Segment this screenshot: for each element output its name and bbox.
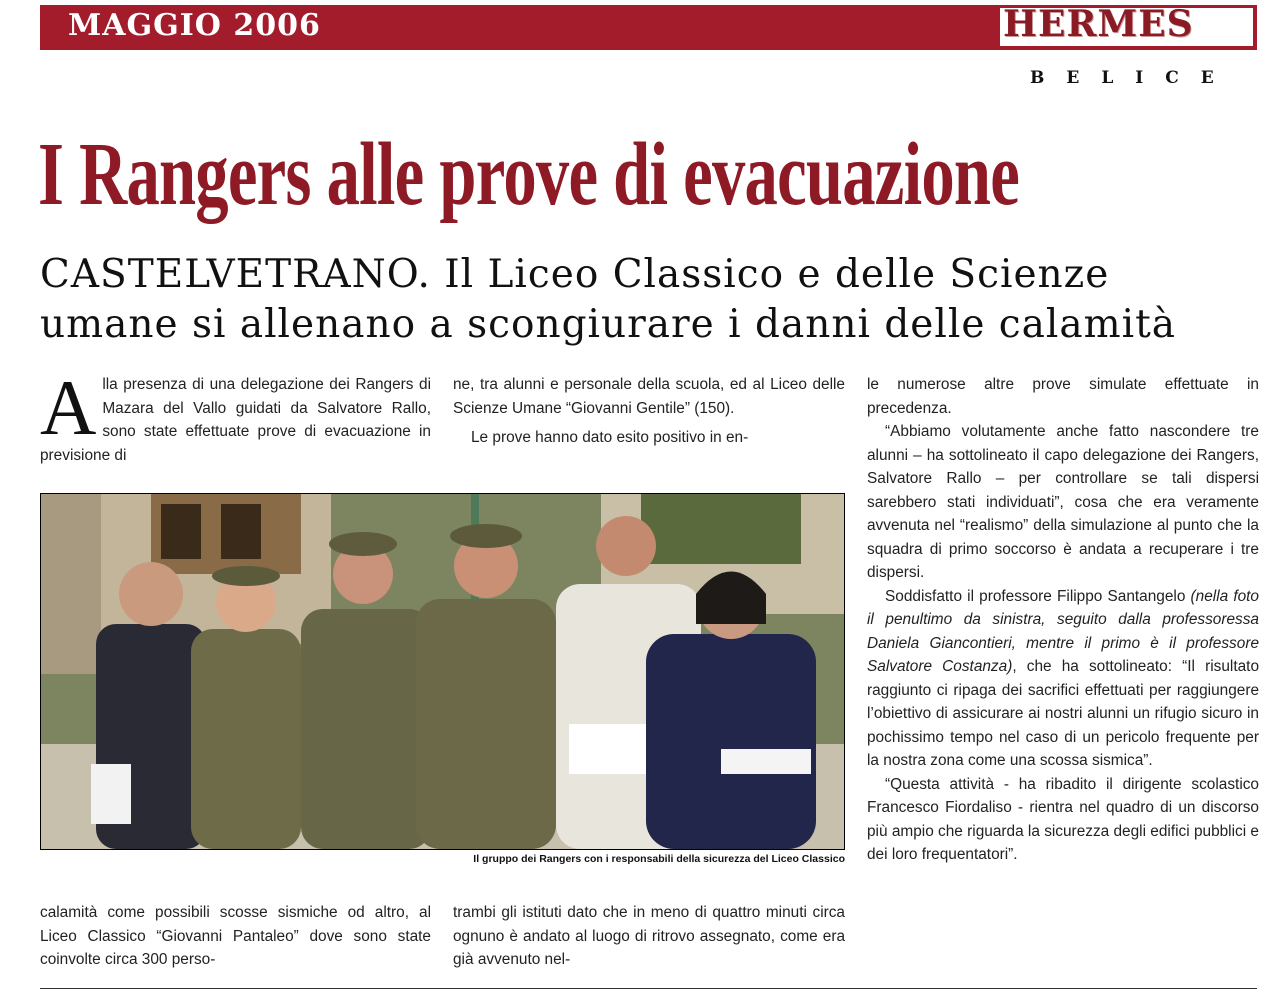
column-1-top	[40, 364, 431, 467]
article-subtitle	[40, 250, 1258, 350]
column-3-paragraph-2: “Abbiamo volutamente anche fatto nascondere tre alunni – ha sottolineato il capo delegazione dei Rangers, Salvatore Rallo – per controllare se tali dispersi sarebbero stati individuati”, cosa che era veramente avvenuta nel “realismo” della simulazione al punto che la squadra di primo soccorso è andata a recuperare i tre dispersi.	[867, 423, 1259, 581]
article-title: I Rangers alle prove di evacuazione	[38, 125, 1020, 224]
column-2-top-paragraph-2: Le prove hanno dato esito positivo in en-	[471, 429, 749, 446]
column-2-top-paragraph-1: ne, tra alunni e personale della scuola, ed al Liceo delle Scienze Umane “Giovanni Gentile” (150).	[453, 376, 845, 417]
group-photo	[40, 493, 845, 850]
column-3-paragraph-3	[867, 585, 1259, 773]
issue-date: MAGGIO 2006	[68, 8, 321, 43]
column-2-bottom	[453, 901, 845, 972]
brand-logo: HERMES	[1003, 3, 1194, 45]
column-3-paragraph-4: “Questa attività - ha ribadito il dirigente scolastico Francesco Fiordaliso - rientra nel quadro di un discorso più ampio che riguarda la sicurezza degli edifici pubblici e dei loro frequentatori”.	[867, 775, 1259, 863]
column-2-bottom-text: trambi gli istituti dato che in meno di quattro minuti circa ognuno è andato al luogo di ritrovo assegnato, come era già avvenuto nel-	[453, 904, 845, 968]
column-3-paragraph-1: le numerose altre prove simulate effettuate in precedenza.	[867, 376, 1259, 417]
column-1-top-text: lla presenza di una delegazione dei Rangers di Mazara del Vallo guidati da Salvatore Rallo, sono state effettuate prove di evacuazione in previsione di	[40, 376, 431, 464]
column-1-bottom-text: calamità come possibili scosse sismiche od altro, al Liceo Classico “Giovanni Pantaleo” dove sono state coinvolte circa 300 perso-	[40, 904, 431, 968]
subtitle-line-2: umane si allenano a scongiurare i danni delle calamità	[40, 302, 1177, 347]
column-3-paragraph-3-rest: , che ha sottolineato: “Il risultato raggiunto ci ripaga dei sacrifici effettuati per raggiungere l’obiettivo di assicurare ai nostri alunni un rifugio sicuro in pochissimo tempo nel caso di un pericolo frequente per la nostra zona come una scossa sismica”.	[867, 658, 1259, 769]
column-3	[867, 373, 1259, 867]
subtitle-line-1: CASTELVETRANO. Il Liceo Classico e delle Scienze	[40, 252, 1110, 297]
column-2-top	[453, 373, 845, 450]
section-label: BELICE	[1030, 68, 1236, 88]
drop-cap: A	[40, 364, 97, 451]
column-3-paragraph-3-lead: Soddisfatto il professore Filippo Santangelo	[885, 587, 1191, 605]
column-3-paragraph-3-italic: (nella foto il penultimo da sinistra, seguito dalla professoressa Daniela Giancontieri, mentre il primo è il professore Salvatore Costanza)	[867, 587, 1259, 675]
bottom-rule	[40, 988, 1257, 989]
photo-caption: Il gruppo dei Rangers con i responsabili della sicurezza del Liceo Classico	[473, 853, 845, 865]
column-1-bottom	[40, 901, 431, 972]
